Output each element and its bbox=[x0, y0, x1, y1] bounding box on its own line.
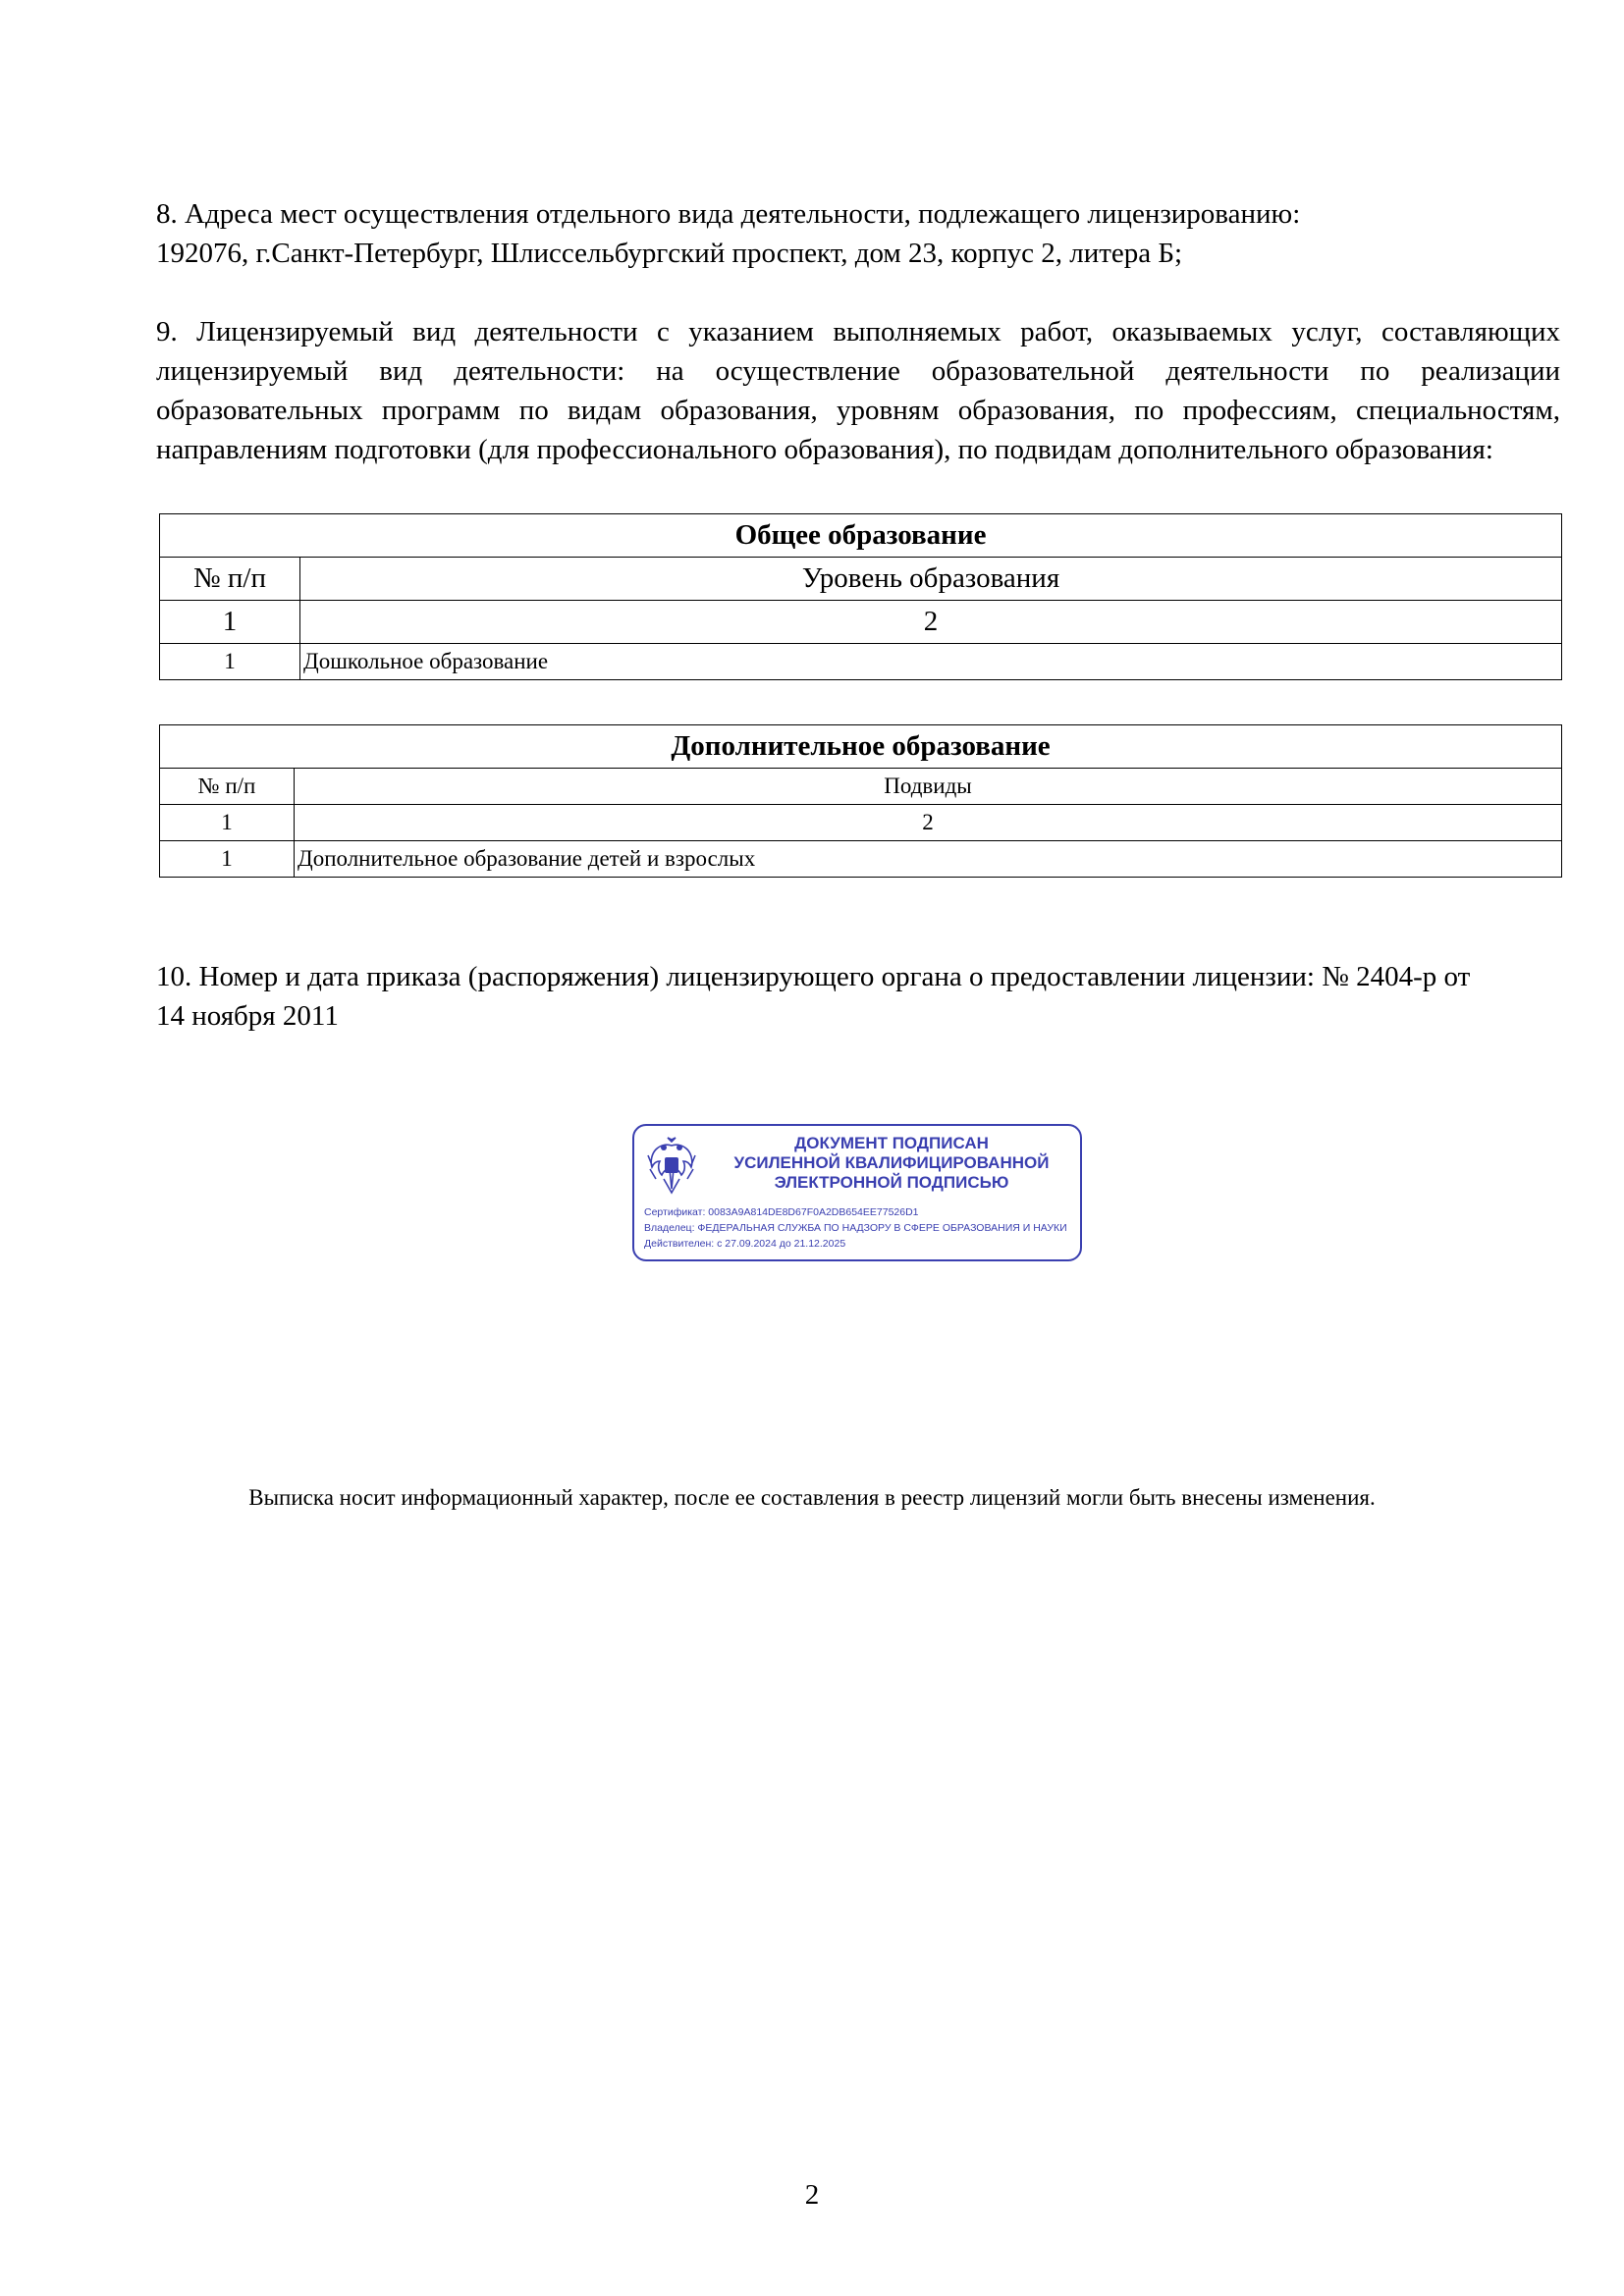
general-education-table bbox=[159, 513, 1562, 680]
disclaimer-footnote: Выписка носит информационный характер, после ее составления в реестр лицензий могли быть внесены изменения. bbox=[248, 1485, 1376, 1510]
coat-of-arms-icon bbox=[644, 1136, 699, 1197]
column-index: 1 bbox=[160, 601, 300, 644]
stamp-title bbox=[713, 1134, 1070, 1193]
section-8-heading: 8. Адреса мест осуществления отдельного вида деятельности, подлежащего лицензированию: bbox=[156, 198, 1301, 230]
table-row bbox=[160, 644, 1562, 680]
row-number: 1 bbox=[160, 644, 300, 680]
column-index: 2 bbox=[300, 601, 1562, 644]
section-8-address: 192076, г.Санкт-Петербург, Шлиссельбургский проспект, дом 23, корпус 2, литера Б; bbox=[156, 238, 1183, 269]
table-title: Дополнительное образование bbox=[160, 725, 1562, 769]
section-9 bbox=[156, 312, 1560, 469]
row-number: 1 bbox=[160, 841, 295, 878]
section-10-line: 14 ноября 2011 bbox=[156, 1000, 339, 1032]
section-9-line: направлениям подготовки (для профессионального образования), по подвидам дополнительного bbox=[156, 434, 1328, 465]
column-index: 1 bbox=[160, 805, 295, 841]
section-10 bbox=[156, 957, 1560, 1036]
stamp-owner: Владелец: ФЕДЕРАЛЬНАЯ СЛУЖБА ПО НАДЗОРУ В СФЕРЕ ОБРАЗОВАНИЯ И НАУКИ bbox=[644, 1222, 1067, 1234]
section-10-line: 10. Номер и дата приказа (распоряжения) лицензирующего органа о предоставлении лицензии: № 2404-р от bbox=[156, 961, 1471, 992]
page-number: 2 bbox=[804, 2179, 820, 2211]
section-9-line: образовательных программ по видам образования, уровням образования, по профессиям, специальностям, bbox=[156, 395, 1560, 426]
stamp-title-line: ЭЛЕКТРОННОЙ ПОДПИСЬЮ bbox=[774, 1173, 1009, 1192]
row-text: Дошкольное образование bbox=[300, 644, 1562, 680]
table-row bbox=[160, 841, 1562, 878]
column-header-level: Уровень образования bbox=[300, 558, 1562, 601]
section-9-line: 9. Лицензируемый вид деятельности с указанием выполняемых работ, оказываемых услуг, составляющих bbox=[156, 316, 1560, 347]
electronic-signature-stamp bbox=[632, 1124, 1082, 1261]
additional-education-table bbox=[159, 724, 1562, 878]
stamp-certificate: Сертификат: 0083A9A814DE8D67F0A2DB654EE77526D1 bbox=[644, 1206, 919, 1218]
section-9-line: лицензируемый вид деятельности: на осуществление образовательной деятельности по реализации bbox=[156, 355, 1560, 387]
column-header-subtypes: Подвиды bbox=[295, 769, 1562, 805]
stamp-meta bbox=[644, 1204, 1067, 1252]
stamp-title-line: УСИЛЕННОЙ КВАЛИФИЦИРОВАННОЙ bbox=[733, 1153, 1050, 1172]
stamp-validity: Действителен: с 27.09.2024 до 21.12.2025 bbox=[644, 1238, 846, 1250]
row-text: Дополнительное образование детей и взрослых bbox=[295, 841, 1562, 878]
table-title: Общее образование bbox=[160, 514, 1562, 558]
column-index: 2 bbox=[295, 805, 1562, 841]
section-8 bbox=[156, 194, 1560, 273]
column-header-number: № п/п bbox=[160, 558, 300, 601]
section-9-line: образования: bbox=[1334, 434, 1493, 465]
stamp-title-line: ДОКУМЕНТ ПОДПИСАН bbox=[794, 1134, 989, 1152]
column-header-number: № п/п bbox=[160, 769, 295, 805]
